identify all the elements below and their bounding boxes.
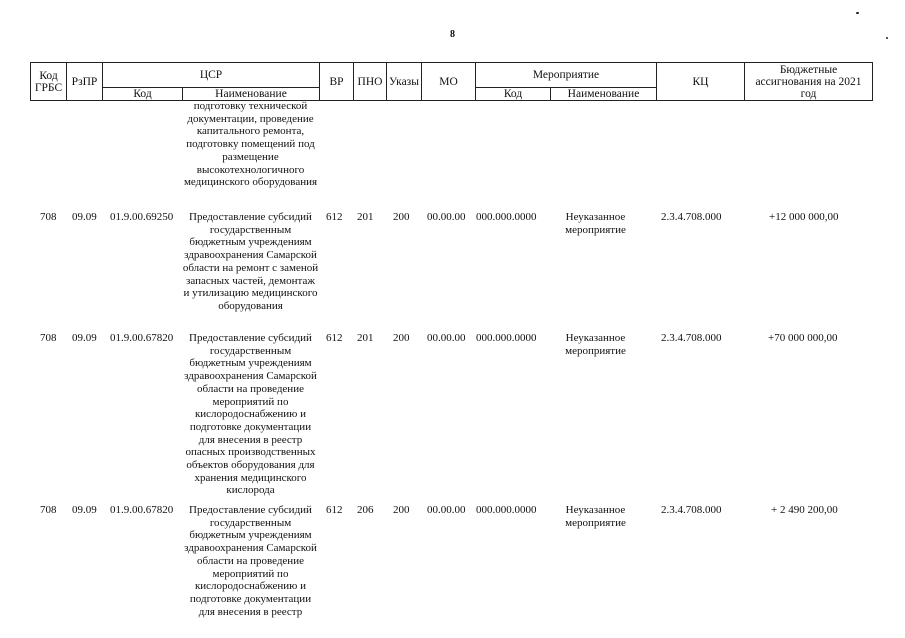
cell-rzpr: 09.09: [72, 211, 97, 223]
cell-mer-kod: 000.000.0000: [476, 211, 537, 223]
cell-grbs: 708: [40, 504, 57, 516]
scan-speck: [886, 37, 888, 39]
header-csr-name: Наименование: [183, 88, 320, 101]
cell-csr: 01.9.00.67820: [110, 504, 174, 516]
cell-grbs: 708: [40, 332, 57, 344]
cell-mo: 00.00.00: [427, 211, 466, 223]
header-pno: ПНО: [354, 63, 387, 101]
header-mer-name: Наименование: [551, 88, 657, 101]
header-kc: КЦ: [657, 63, 745, 101]
cell-ukazy: 200: [393, 504, 410, 516]
header-kod-grbs: Код ГРБС: [31, 63, 67, 101]
header-budget: Бюджетные ассигнования на 2021 год: [745, 63, 873, 101]
scan-speck: [856, 12, 859, 14]
cell-pno: 206: [357, 504, 374, 516]
table-header: [30, 62, 873, 101]
cell-csr: 01.9.00.67820: [110, 332, 174, 344]
cell-ukazy: 200: [393, 332, 410, 344]
cell-vr: 612: [326, 332, 343, 344]
header-rzpr: РзПР: [67, 63, 103, 101]
cell-mo: 00.00.00: [427, 504, 466, 516]
cell-mer-kod: 000.000.0000: [476, 332, 537, 344]
cell-vr: 612: [326, 211, 343, 223]
cell-name: Предоставление субсидий государственным бюджетным учреждениям здравоохранения Самарской области на ремонт с заменой запасных частей, демонтаж и утилизацию медицинского оборудования: [182, 211, 319, 312]
header-vr: ВР: [320, 63, 354, 101]
cell-amount: +12 000 000,00: [769, 211, 839, 223]
header-mer-kod: Код: [476, 88, 551, 101]
cell-kc: 2.3.4.708.000: [661, 504, 722, 516]
cell-pno: 201: [357, 332, 374, 344]
continuation-name: подготовку технической документации, проведение капитального ремонта, подготовку помещений под размещение высокотехнологичного медицинского оборудования: [183, 100, 318, 189]
cell-kc: 2.3.4.708.000: [661, 211, 722, 223]
cell-mer-name: Неуказанное мероприятие: [565, 332, 626, 357]
header-csr-kod: Код: [103, 88, 183, 101]
cell-csr: 01.9.00.69250: [110, 211, 174, 223]
cell-amount: + 2 490 200,00: [771, 504, 838, 516]
cell-mo: 00.00.00: [427, 332, 466, 344]
cell-mer-name: Неуказанное мероприятие: [565, 211, 626, 236]
header-ukazy: Указы: [387, 63, 422, 101]
cell-mer-name: Неуказанное мероприятие: [565, 504, 626, 529]
cell-grbs: 708: [40, 211, 57, 223]
cell-vr: 612: [326, 504, 343, 516]
header-csr: ЦСР: [103, 63, 320, 88]
page-number: 8: [450, 29, 455, 40]
cell-rzpr: 09.09: [72, 504, 97, 516]
cell-pno: 201: [357, 211, 374, 223]
cell-kc: 2.3.4.708.000: [661, 332, 722, 344]
header-meropriyatie: Мероприятие: [476, 63, 657, 88]
cell-name: Предоставление субсидий государственным бюджетным учреждениям здравоохранения Самарской области на проведение мероприятий по кислородоснабжению и подготовке документации для внесения в реестр: [184, 504, 317, 618]
cell-rzpr: 09.09: [72, 332, 97, 344]
cell-amount: +70 000 000,00: [768, 332, 838, 344]
cell-ukazy: 200: [393, 211, 410, 223]
cell-name: Предоставление субсидий государственным бюджетным учреждениям здравоохранения Самарской области на проведение мероприятий по кислородоснабжению и подготовке документации для внесения в реестр опасных производственных объектов оборудования для хранения медицинского кислорода: [184, 332, 317, 497]
header-mo: МО: [422, 63, 476, 101]
cell-mer-kod: 000.000.0000: [476, 504, 537, 516]
